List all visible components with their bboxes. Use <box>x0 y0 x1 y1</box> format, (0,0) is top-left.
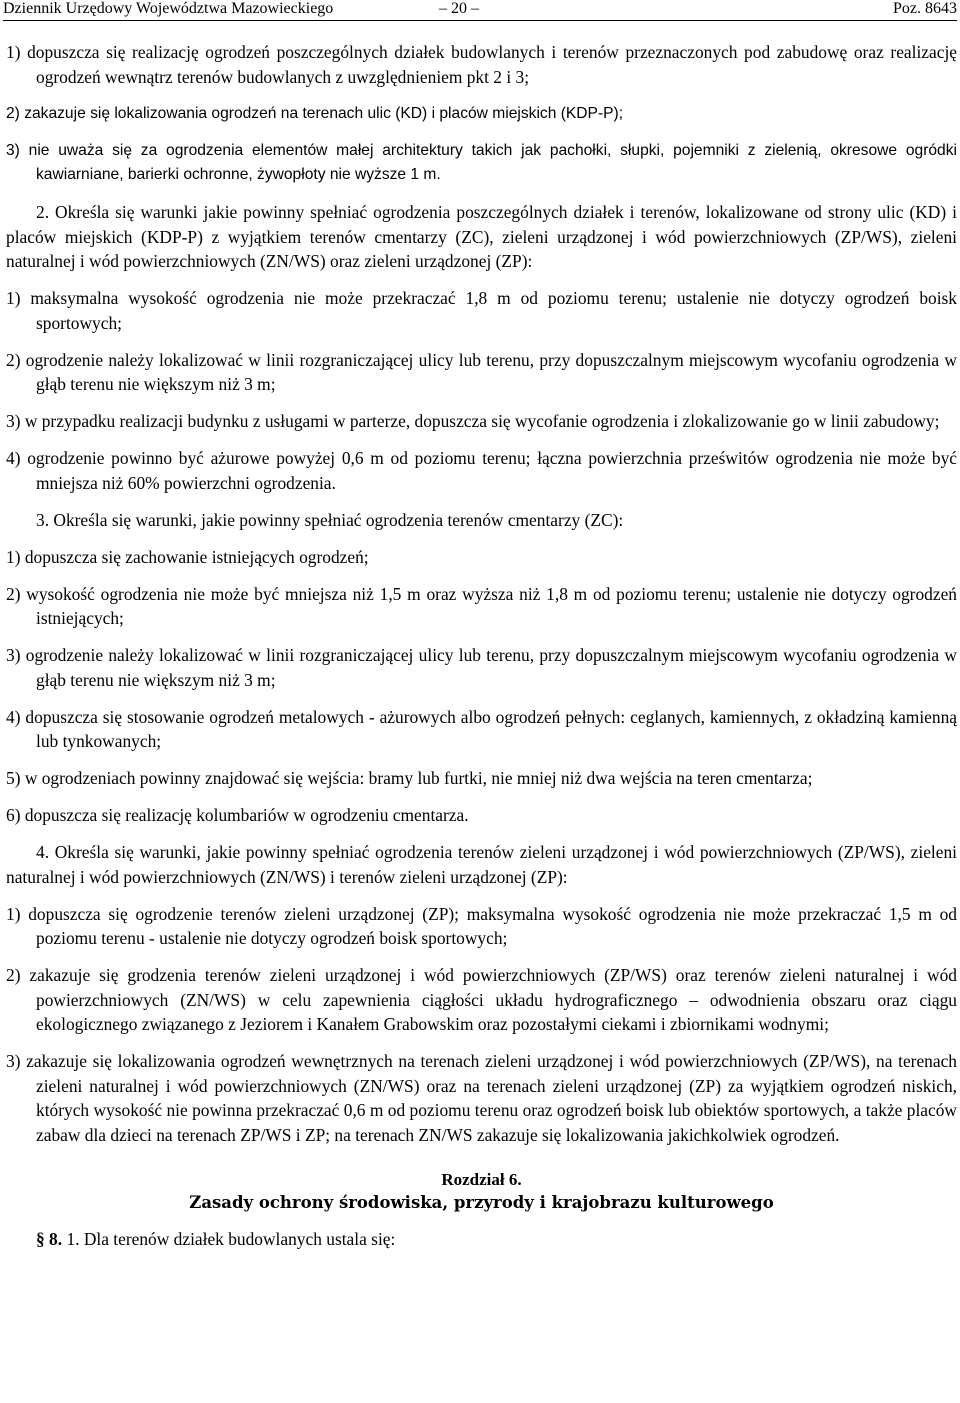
paragraph-item: 2) zakazuje się lokalizowania ogrodzeń na terenach ulic (KD) i placów miejskich (KDP-P); <box>6 104 624 122</box>
journal-name: Dziennik Urzędowy Województwa Mazowieckiego <box>3 0 334 17</box>
paragraph-item: 3) nie uważa się za ogrodzenia elementów małej architektury takich jak pachołki, słupki, pojemniki z zielenią, okresowe ogródki kawiarniane, barierki ochronne, żywopłoty nie wyższe 1 m. <box>6 141 957 183</box>
paragraph-item: 2) wysokość ogrodzenia nie może być mniejsza niż 1,5 m oraz wyższa niż 1,8 m od poziomu terenu; ustalenie nie dotyczy ogrodzeń istniejących; <box>6 583 957 628</box>
document-body <box>6 40 957 1251</box>
paragraph-item: 2) zakazuje się grodzenia terenów zieleni urządzonej i wód powierzchniowych (ZP/WS) oraz terenów zieleni naturalnej i wód powierzchniowych (ZN/WS) w celu zapewnienia ciągłości układu hydrograficznego – odwodnienia obszaru oraz ciągu ekologicznego związanego z Jeziorem i Kanałem Grabowskim oraz pozostałymi ciekami i zbiornikami wodnymi; <box>6 965 957 1034</box>
section-8-label: § 8. <box>36 1229 63 1249</box>
paragraph-item: 4) ogrodzenie powinno być ażurowe powyżej 0,6 m od poziomu terenu; łączna powierzchnia prześwitów ogrodzenia nie może być mniejsza niż 60% powierzchni ogrodzenia. <box>6 448 957 493</box>
paragraph-item: 1) maksymalna wysokość ogrodzenia nie może przekraczać 1,8 m od poziomu terenu; ustalenie nie dotyczy ogrodzeń boisk sportowych; <box>6 288 957 333</box>
paragraph-item: 1) dopuszcza się ogrodzenie terenów zieleni urządzonej (ZP); maksymalna wysokość ogrodzenia nie może przekraczać 1,5 m od poziomu terenu - ustalenie nie dotyczy ogrodzeń boisk sportowych; <box>6 903 957 948</box>
paragraph-section: 4. Określa się warunki, jakie powinny spełniać ogrodzenia terenów zieleni urządzonej i wód powierzchniowych (ZP/WS), zieleni naturalnej i wód powierzchniowych (ZN/WS) i terenów zieleni urządzonej (ZP): <box>6 842 957 887</box>
chapter-title: Zasady ochrony środowiska, przyrody i krajobrazu kulturowego <box>189 1193 774 1212</box>
paragraph-item: 3) w przypadku realizacji budynku z usługami w parterze, dopuszcza się wycofanie ogrodzenia i zlokalizowanie go w linii zabudowy; <box>6 411 940 431</box>
paragraph-item: 1) dopuszcza się zachowanie istniejących ogrodzeń; <box>6 546 369 567</box>
paragraph-item: 3) zakazuje się lokalizowania ogrodzeń wewnętrznych na terenach zieleni urządzonej i wód powierzchniowych (ZP/WS), na terenach zieleni naturalnej i wód powierzchniowych (ZN/WS) oraz na terenach zieleni urządzonej (ZP) za wyjątkiem ogrodzeń niskich, których wysokość nie powinna przekraczać 0,6 m od poziomu terenu oraz ogrodzeń boisk lub obiektów sportowych, a także placów zabaw dla dzieci na terenach ZP/WS i ZP; na terenach ZN/WS zakazuje się lokalizowania jakichkolwiek ogrodzeń. <box>6 1051 957 1145</box>
section-8-text: 1. Dla terenów działek budowlanych ustala się: <box>66 1229 396 1249</box>
paragraph-item: 3) ogrodzenie należy lokalizować w linii rozgraniczającej ulicy lub terenu, przy dopuszczalnym miejscowym wycofaniu ogrodzenia w głąb terenu nie większym niż 3 m; <box>6 645 957 690</box>
page-header <box>3 0 957 21</box>
paragraph-item: 6) dopuszcza się realizację kolumbariów w ogrodzeniu cmentarza. <box>6 805 469 825</box>
chapter-number: Rozdział 6. <box>441 1170 522 1189</box>
paragraph-section: 2. Określa się warunki jakie powinny spełniać ogrodzenia poszczególnych działek i terenów, lokalizowane od strony ulic (KD) i placów miejskich (KDP-P) z wyjątkiem terenów cmentarzy (ZC), zieleni urządzonej i wód powierzchniowych (ZP/WS), zieleni naturalnej i wód powierzchniowych (ZN/WS) oraz zieleni urządzonej (ZP): <box>6 202 957 271</box>
position-number: Poz. 8643 <box>893 0 957 17</box>
paragraph-section: 3. Określa się warunki, jakie powinny spełniać ogrodzenia terenów cmentarzy (ZC): <box>36 509 624 530</box>
paragraph-item: 5) w ogrodzeniach powinny znajdować się wejścia: bramy lub furtki, nie mniej niż dwa wejścia na teren cmentarza; <box>6 768 813 788</box>
page-number: – 20 – <box>439 0 479 17</box>
paragraph-item: 2) ogrodzenie należy lokalizować w linii rozgraniczającej ulicy lub terenu, przy dopuszczalnym miejscowym wycofaniu ogrodzenia w głąb terenu nie większym niż 3 m; <box>6 349 957 394</box>
paragraph-item: 1) dopuszcza się realizację ogrodzeń poszczególnych działek budowlanych i terenów przeznaczonych pod zabudowę oraz realizację ogrodzeń wewnątrz terenów budowlanych z uwzględnieniem pkt 2 i 3; <box>6 42 957 87</box>
paragraph-item: 4) dopuszcza się stosowanie ogrodzeń metalowych - ażurowych albo ogrodzeń pełnych: ceglanych, kamiennych, z okładziną kamienną lub tynkowanych; <box>6 706 957 751</box>
section-8-start <box>6 1227 957 1251</box>
